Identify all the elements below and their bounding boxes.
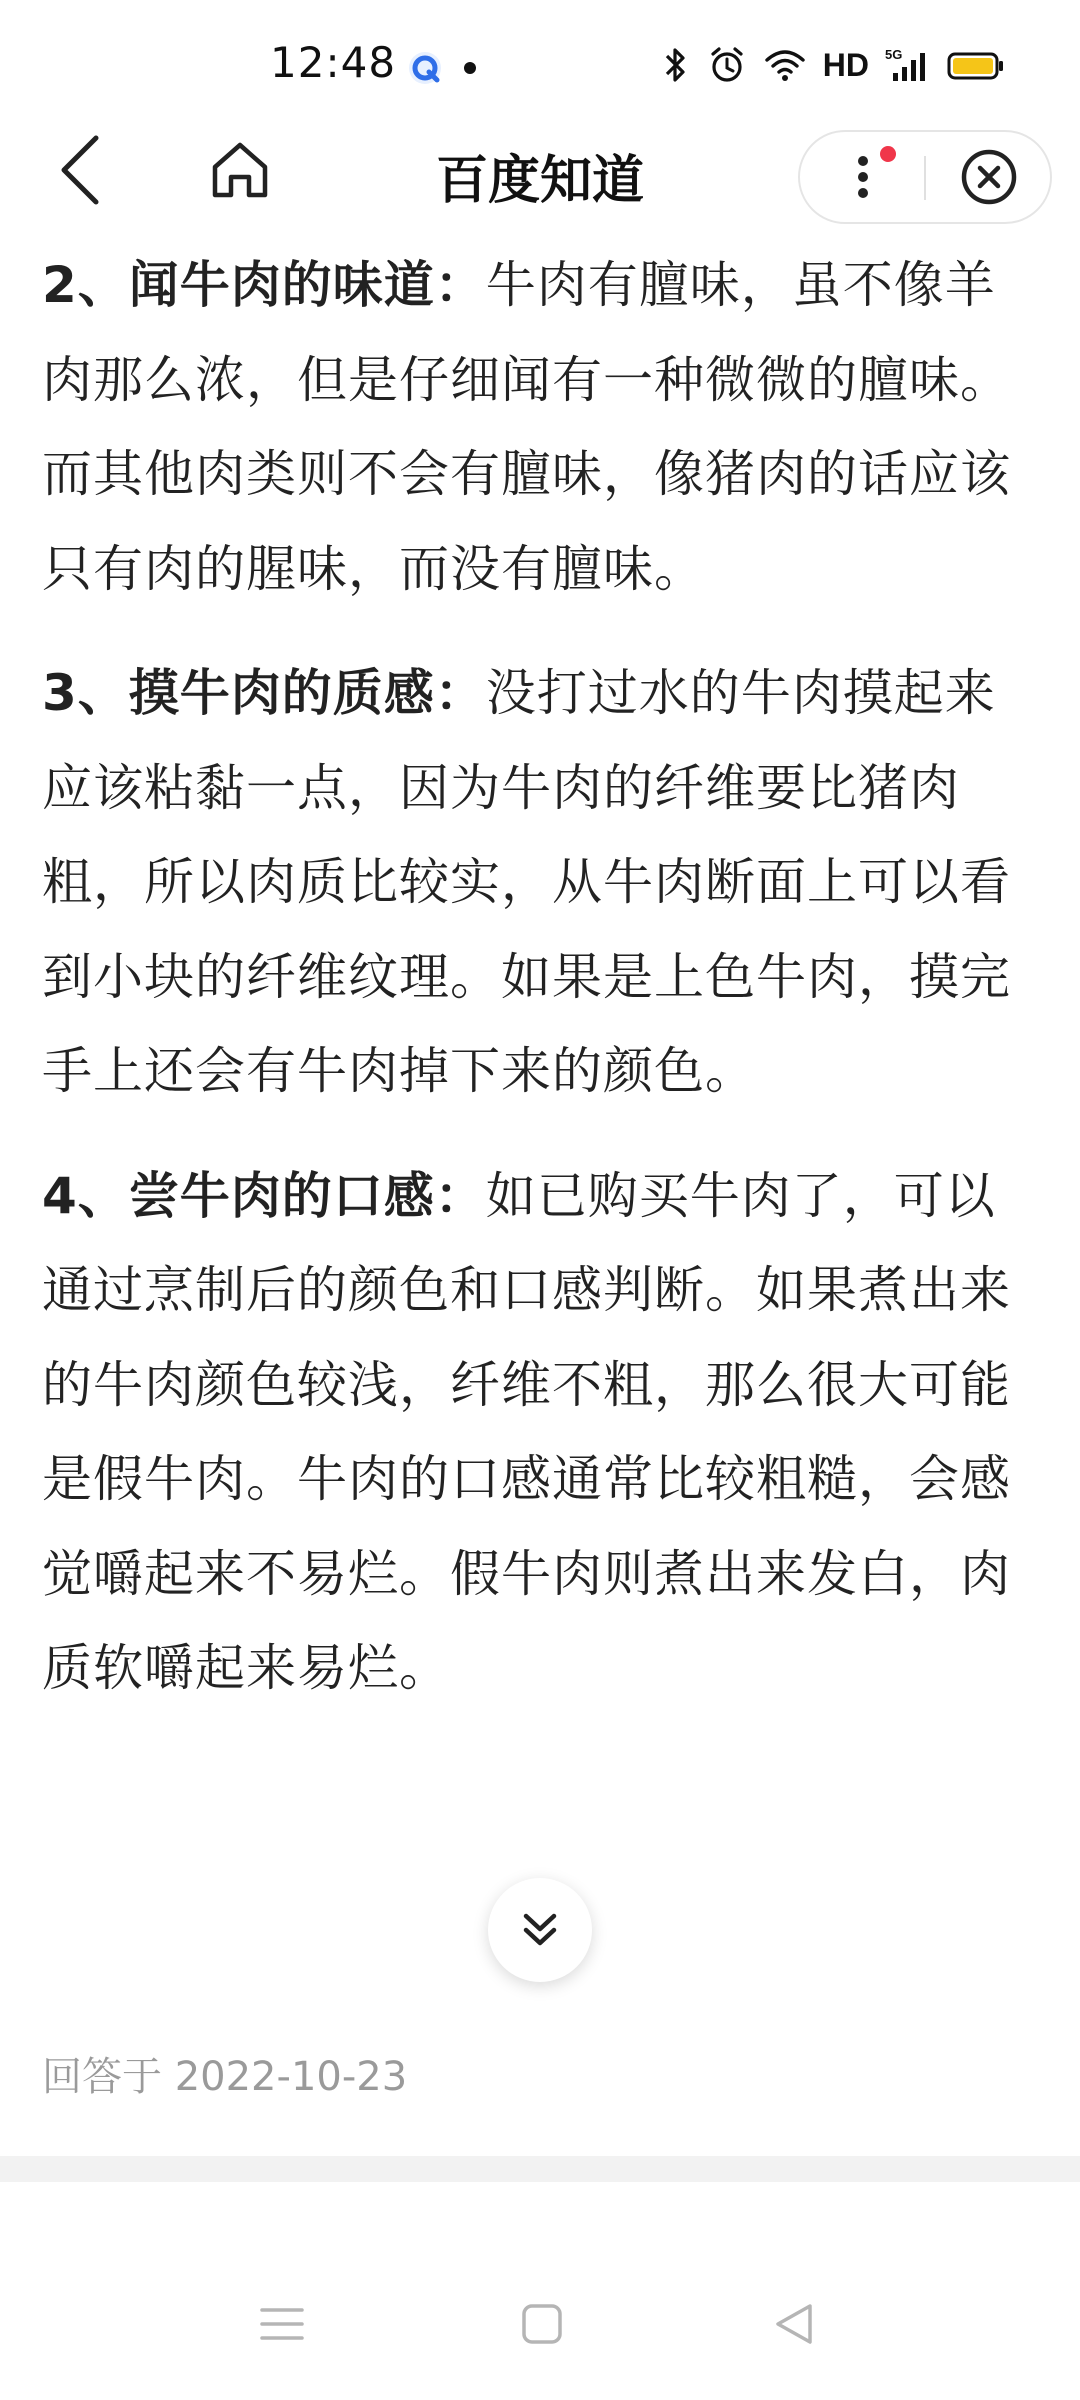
system-home-button[interactable] bbox=[520, 2300, 564, 2352]
network-hd-label: HD bbox=[822, 46, 869, 83]
paragraph-text: 没打过水的牛肉摸起来应该粘黏一点，因为牛肉的纤维要比猪肉粗，所以肉质比较实，从牛肉断面上可以看到小块的纤维纹理。如果是上色牛肉，摸完手上还会有牛肉掉下来的颜色。 bbox=[42, 664, 1011, 1100]
answer-content bbox=[42, 238, 1042, 1746]
battery-icon bbox=[947, 45, 1005, 85]
answer-paragraph bbox=[42, 238, 1042, 616]
expand-button[interactable] bbox=[488, 1878, 592, 1982]
page-title: 百度知道 bbox=[435, 151, 644, 211]
menu-icon bbox=[258, 2300, 306, 2348]
unread-badge bbox=[880, 146, 896, 162]
system-nav-bar bbox=[0, 2270, 1080, 2380]
answer-date: 回答于 2022-10-23 bbox=[42, 2054, 408, 2100]
cellular-signal-icon bbox=[885, 45, 931, 85]
app-notification-icon bbox=[405, 48, 445, 88]
close-circle-icon bbox=[960, 148, 1018, 206]
recent-apps-button[interactable] bbox=[258, 2300, 306, 2352]
status-indicators bbox=[661, 40, 1005, 90]
wifi-icon bbox=[763, 45, 807, 85]
more-button[interactable] bbox=[800, 132, 925, 222]
mini-app-capsule bbox=[798, 130, 1052, 224]
close-button[interactable] bbox=[926, 132, 1052, 222]
paragraph-heading: 4、尝牛肉的口感： bbox=[42, 1166, 486, 1225]
paragraph-heading: 2、闻牛肉的味道： bbox=[42, 256, 486, 314]
bluetooth-icon bbox=[661, 45, 691, 85]
answer-paragraph bbox=[42, 1149, 1042, 1716]
section-divider bbox=[0, 2156, 1080, 2182]
square-icon bbox=[520, 2300, 564, 2348]
notification-dot-icon bbox=[464, 62, 476, 74]
system-back-button[interactable] bbox=[770, 2300, 818, 2352]
alarm-icon bbox=[707, 45, 747, 85]
status-bar bbox=[0, 0, 1080, 130]
triangle-back-icon bbox=[770, 2300, 818, 2348]
more-vertical-icon bbox=[853, 147, 873, 207]
header-bar bbox=[0, 130, 1080, 240]
paragraph-heading: 3、摸牛肉的质感： bbox=[42, 664, 486, 722]
paragraph-text: 如已购买牛肉了，可以通过烹制后的颜色和口感判断。如果煮出来的牛肉颜色较浅，纤维不粗，那么很大可能是假牛肉。牛肉的口感通常比较粗糙，会感觉嚼起来不易烂。假牛肉则煮出来发白，肉质软嚼起来易烂。 bbox=[42, 1166, 1011, 1697]
svg-text:5G: 5G bbox=[885, 47, 903, 62]
status-time: 12:48 bbox=[270, 38, 397, 87]
answer-paragraph bbox=[42, 646, 1042, 1119]
double-chevron-down-icon bbox=[518, 1908, 562, 1952]
paragraph-text: 牛肉有膻味，虽不像羊肉那么浓，但是仔细闻有一种微微的膻味。而其他肉类则不会有膻味，像猪肉的话应该只有肉的腥味，而没有膻味。 bbox=[42, 256, 1011, 598]
